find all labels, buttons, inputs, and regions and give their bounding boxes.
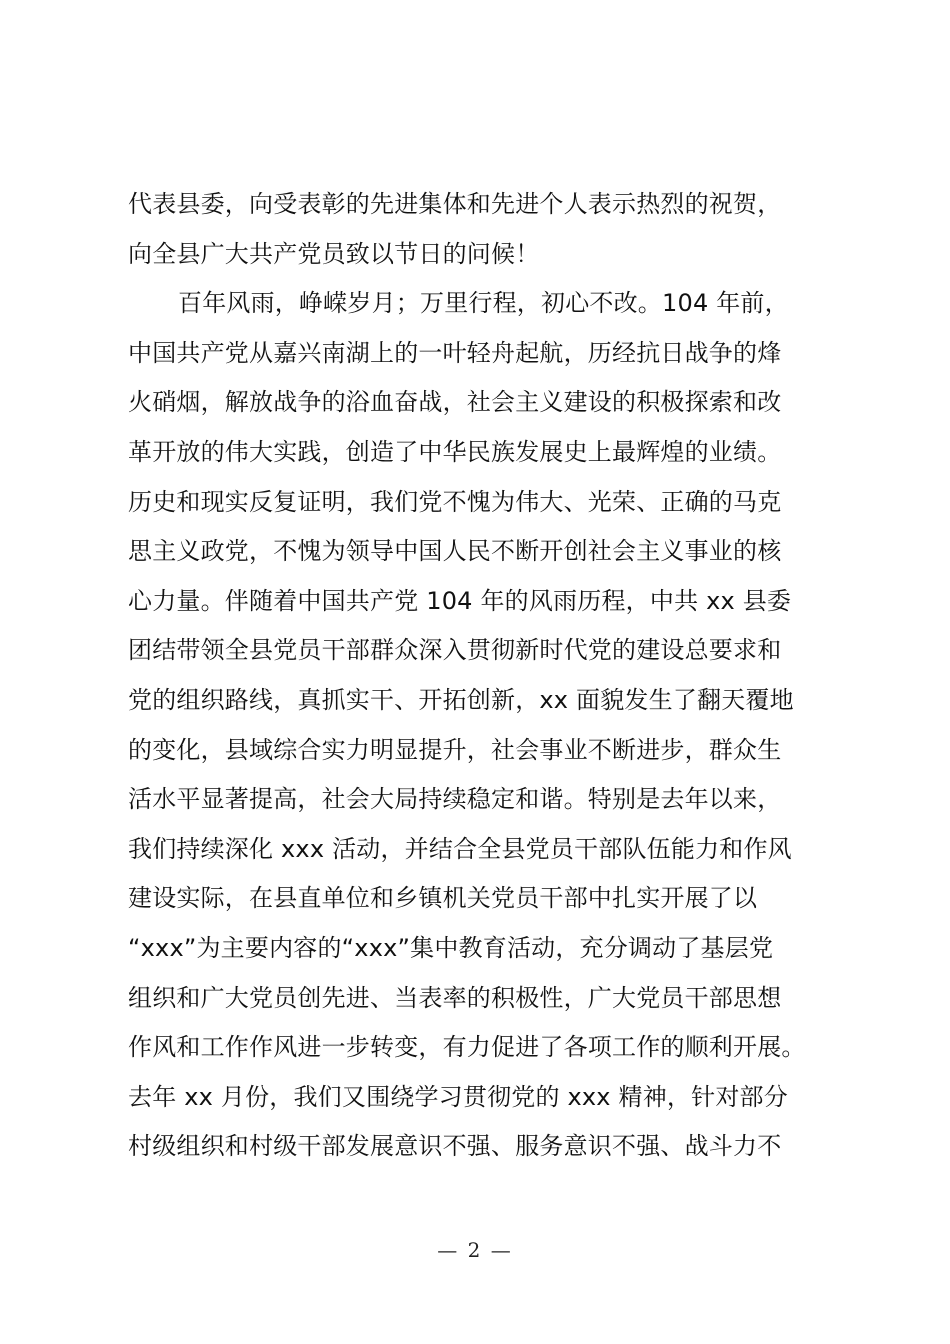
text-line: 中国共产党从嘉兴南湖上的一叶轻舟起航，历经抗日战争的烽: [128, 338, 782, 367]
page-number: — 2 —: [437, 1238, 513, 1262]
text-line: 作风和工作作风进一步转变，有力促进了各项工作的顺利开展。: [128, 1033, 806, 1062]
text-line: 思主义政党，不愧为领导中国人民不断开创社会主义事业的核: [128, 537, 782, 566]
text-line: 党的组织路线，真抓实干、开拓创新，xx 面貌发生了翻天覆地: [128, 685, 794, 714]
text-line: 代表县委，向受表彰的先进集体和先进个人表示热烈的祝贺，: [128, 190, 782, 218]
text-line: 的变化，县域综合实力明显提升，社会事业不断进步，群众生: [128, 735, 782, 764]
text-line: 心力量。伴随着中国共产党 104 年的风雨历程，中共 xx 县委: [128, 586, 792, 615]
text-line: 革开放的伟大实践，创造了中华民族发展史上最辉煌的业绩。: [128, 437, 782, 466]
body-text: [128, 180, 848, 1172]
text-line: 历史和现实反复证明，我们党不愧为伟大、光荣、正确的马克: [128, 487, 782, 516]
text-line: 团结带领全县党员干部群众深入贯彻新时代党的建设总要求和: [128, 636, 782, 665]
paragraph-first-line: 百年风雨，峥嵘岁月；万里行程，初心不改。104 年前，: [178, 289, 789, 318]
text-line: 火硝烟，解放战争的浴血奋战，社会主义建设的积极探索和改: [128, 388, 782, 417]
text-line: 村级组织和村级干部发展意识不强、服务意识不强、战斗力不: [128, 1132, 782, 1161]
text-line: 我们持续深化 xxx 活动，并结合全县党员干部队伍能力和作风: [128, 834, 792, 863]
text-line: “xxx”为主要内容的“xxx”集中教育活动，充分调动了基层党: [128, 933, 774, 962]
text-line: 去年 xx 月份，我们又围绕学习贯彻党的 xxx 精神，针对部分: [128, 1082, 788, 1111]
text-line: 活水平显著提高，社会大局持续稳定和谐。特别是去年以来，: [128, 785, 782, 814]
text-line: 组织和广大党员创先进、当表率的积极性，广大党员干部思想: [128, 983, 782, 1012]
text-line: 向全县广大共产党员致以节日的问候！: [128, 239, 540, 268]
text-line: 建设实际，在县直单位和乡镇机关党员干部中扎实开展了以: [128, 884, 758, 913]
